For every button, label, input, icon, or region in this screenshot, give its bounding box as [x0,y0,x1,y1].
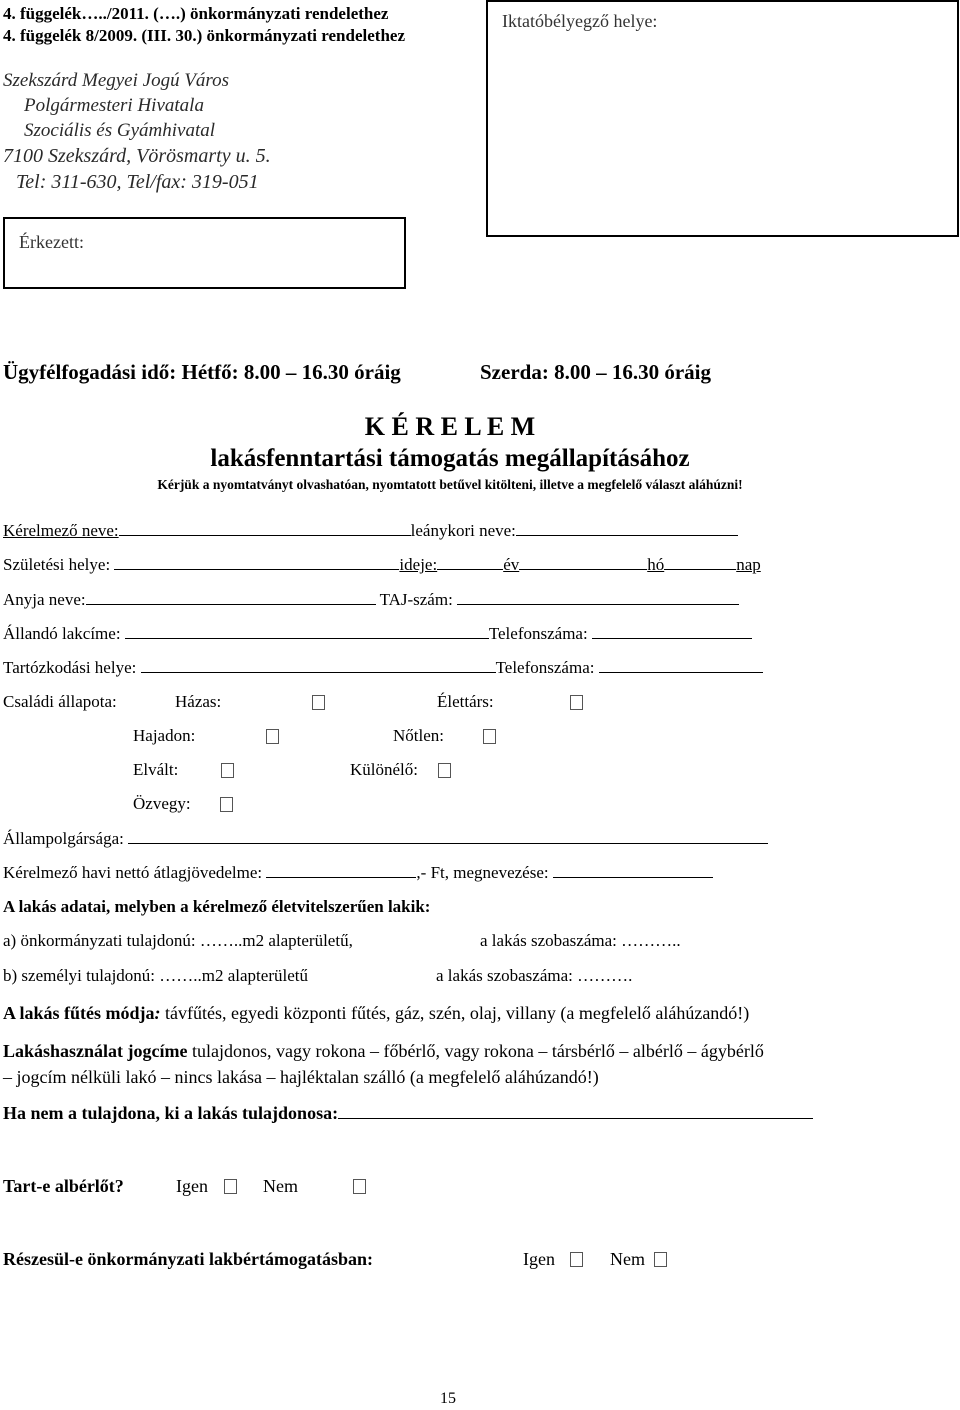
residence-label: Tartózkodási helye: [3,658,137,677]
month-label: hó [647,555,665,574]
birth-place-label: Születési helye: [3,555,111,574]
subtenant-no-checkbox[interactable] [353,1179,366,1194]
flat-b-rooms: a lakás szobaszáma: ………. [436,966,633,985]
row-usage [3,1040,764,1062]
maiden-name-label: leánykori neve: [410,521,516,540]
separated-checkbox[interactable] [438,763,451,778]
office-address: 7100 Szekszárd, Vörösmarty u. 5. [3,145,271,167]
citizenship-label: Állampolgársága: [3,829,124,848]
phone-1-label: Telefonszáma: [488,624,588,643]
rent-support-no-label: Nem [610,1249,645,1269]
rent-support-no-checkbox[interactable] [654,1252,667,1267]
usage-options-2: – jogcím nélküli lakó – nincs lakása – hajléktalan szálló (a megfelelő aláhúzandó!) [3,1067,599,1087]
usage-options-1: tulajdonos, vagy rokona – főbérlő, vagy rokona – társbérlő – albérlő – ágybérlő [192,1041,764,1061]
single-f-checkbox[interactable] [266,729,279,744]
taj-label: TAJ-szám: [379,590,453,609]
row-residence [3,657,763,679]
birth-month-input[interactable] [519,554,647,570]
subtenant-label: Tart-e albérlőt? [3,1176,124,1196]
flat-b-label: b) személyi tulajdonú: ……..m2 alapterületű [3,966,308,985]
instruction-text: Kérjük a nyomtatványt olvashatóan, nyomtatott betűvel kitölteni, illetve a megfelelő választ aláhúzni! [157,477,743,492]
usage-label: Lakáshasználat jogcíme [3,1041,188,1061]
partner-label: Élettárs: [437,692,494,711]
row-mother [3,589,739,611]
married-label: Házas: [175,692,222,711]
office-hours-wed [480,360,711,385]
single-f-label: Hajadon: [133,726,196,745]
marital-label: Családi állapota: [3,692,117,711]
office-phone: Tel: 311-630, Tel/fax: 319-051 [16,171,259,193]
birth-place-input[interactable] [114,554,399,570]
office-name-2: Polgármesteri Hivatala [24,95,204,116]
owner-input[interactable] [338,1102,813,1119]
mother-name-input[interactable] [86,589,376,605]
separated-label: Különélő: [350,760,418,779]
row-birth [3,554,761,576]
flat-a-rooms: a lakás szobaszáma: ……….. [480,931,681,950]
mother-name-label: Anyja neve: [3,590,86,609]
row-citizenship [3,828,768,850]
received-box-label: Érkezett: [19,232,84,252]
hours-wednesday-end: 16.30 óráig [611,360,711,384]
office-hours [3,360,401,385]
birth-day-input[interactable] [664,554,736,570]
office-name-3: Szociális és Gyámhivatal [24,120,216,141]
birth-date-label: ideje: [399,555,438,574]
flat-heading: A lakás adatai, melyben a kérelmező életvitelszerűen lakik: [3,897,431,916]
phone-1-input[interactable] [592,623,752,639]
maiden-name-input[interactable] [516,520,738,536]
page-number: 15 [440,1390,456,1407]
subtenant-yes-label: Igen [176,1176,208,1196]
owner-label: Ha nem a tulajdona, ki a lakás tulajdonosa: [3,1103,339,1123]
partner-checkbox[interactable] [570,695,583,710]
row-income [3,862,713,884]
row-applicant-name [3,520,738,542]
appendix-line-1: 4. függelék…../2011. (….) önkormányzati rendelethez [3,4,389,23]
page-subtitle: lakásfenntartási támogatás megállapításához [210,445,690,472]
rent-support-yes-label: Igen [523,1249,555,1269]
hours-dash-2: – [596,360,607,384]
hours-dash-1: – [285,360,297,384]
income-label: Kérelmező havi nettó átlagjövedelme: [3,863,263,882]
citizenship-input[interactable] [128,828,768,844]
divorced-label: Elvált: [133,760,179,779]
heating-label: A lakás fűtés módja [3,1003,155,1023]
flat-a-label: a) önkormányzati tulajdonú: ……..m2 alapterületű, [3,931,353,950]
married-checkbox[interactable] [312,695,325,710]
hours-monday-end: 16.30 óráig [301,360,401,384]
income-ft: ,- Ft, [416,863,449,882]
phone-2-input[interactable] [599,657,763,673]
day-label: nap [736,555,761,574]
appendix-line-2: 4. függelék 8/2009. (III. 30.) önkormányzati rendelethez [3,26,405,45]
heating-colon: : [154,1003,161,1023]
applicant-name-input[interactable] [119,520,411,536]
phone-2-label: Telefonszáma: [495,658,595,677]
income-desc-input[interactable] [553,862,713,878]
hours-monday: Ügyfélfogadási idő: Hétfő: 8.00 [3,360,281,384]
permanent-address-label: Állandó lakcíme: [3,624,121,643]
income-desc-label: megnevezése: [453,863,549,882]
single-m-label: Nőtlen: [393,726,444,745]
marital-married[interactable] [175,691,221,713]
page-title: K É R E L E M [364,412,536,441]
applicant-name-label: Kérelmező neve: [3,521,119,540]
taj-input[interactable] [457,589,739,605]
row-permanent-address [3,623,752,645]
subtenant-no-label: Nem [263,1176,298,1196]
row-heating [3,1002,749,1024]
permanent-address-input[interactable] [125,623,489,639]
row-owner [3,1102,813,1124]
subtenant-yes-checkbox[interactable] [224,1179,237,1194]
year-label: év [503,555,520,574]
received-box [3,217,406,289]
divorced-checkbox[interactable] [221,763,234,778]
stamp-box [486,0,959,237]
rent-support-label: Részesül-e önkormányzati lakbértámogatásban: [3,1249,373,1269]
hours-wednesday: Szerda: 8.00 [480,360,591,384]
birth-year-input[interactable] [437,554,503,570]
widowed-checkbox[interactable] [220,797,233,812]
heating-options: távfűtés, egyedi központi fűtés, gáz, szén, olaj, villany (a megfelelő aláhúzandó!) [165,1003,750,1023]
residence-input[interactable] [141,657,496,673]
widowed-label: Özvegy: [133,794,191,813]
rent-support-yes-checkbox[interactable] [570,1252,583,1267]
stamp-box-label: Iktatóbélyegző helye: [502,11,658,31]
single-m-checkbox[interactable] [483,729,496,744]
income-input[interactable] [266,862,416,878]
office-name-1: Szekszárd Megyei Jogú Város [3,70,230,91]
